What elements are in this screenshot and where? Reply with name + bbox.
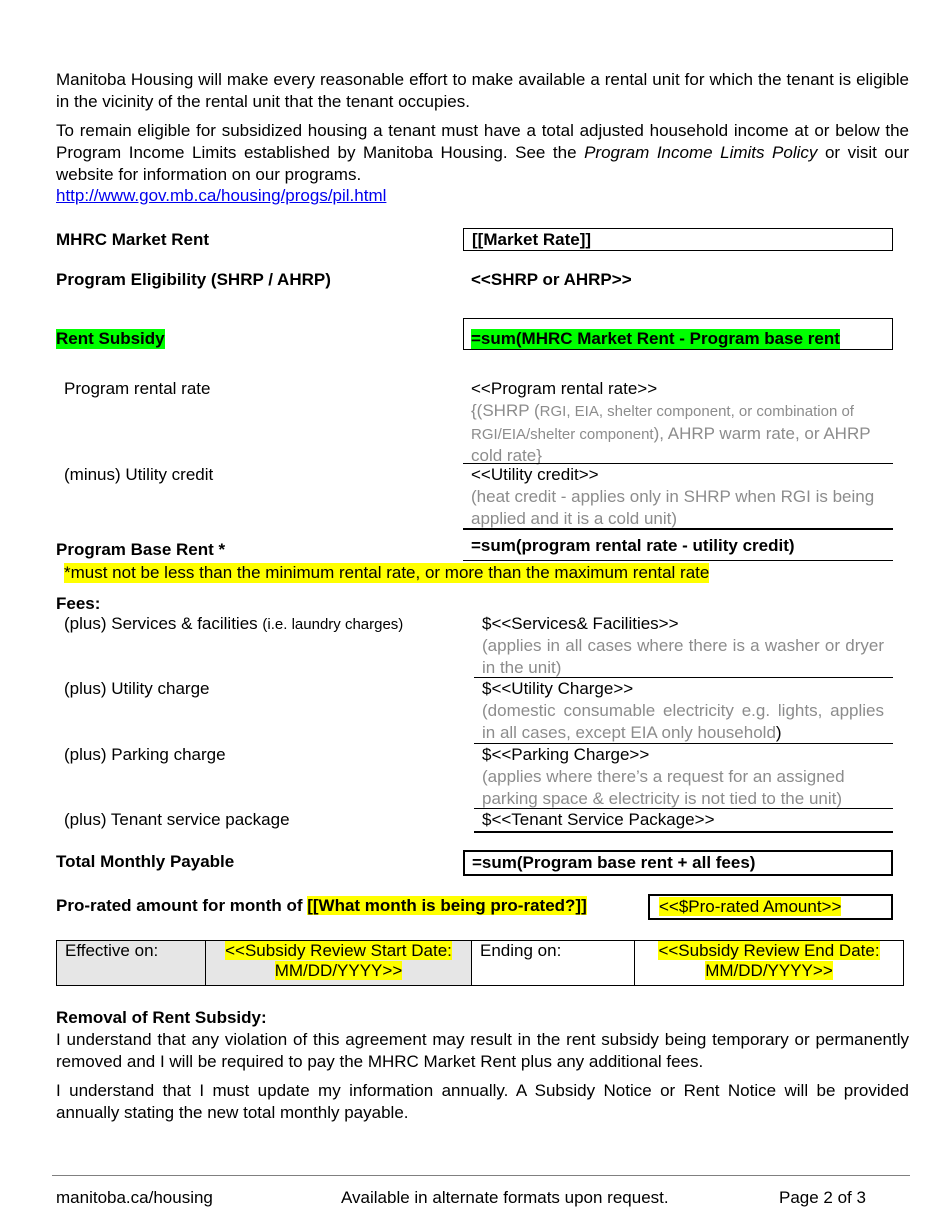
market-rent-label: MHRC Market Rent: [56, 230, 210, 249]
rental-rate-note-small: RGI, EIA, shelter component, or combination of RGI/EIA/shelter component: [471, 403, 854, 443]
effective-on-label: Effective on:: [57, 941, 206, 986]
utility-charge-note: [482, 700, 884, 744]
footer-alternate-formats: Available in alternate formats upon request.: [341, 1188, 669, 1207]
removal-paragraph-2: I understand that I must update my information annually. A Subsidy Notice or Rent Notice will be provided annually stating the new total monthly payable.: [56, 1081, 909, 1122]
base-rent-note: *must not be less than the minimum rental rate, or more than the maximum rental rate: [64, 563, 710, 582]
market-rent-field[interactable]: [[Market Rate]]: [463, 228, 893, 251]
rent-subsidy-box[interactable]: [463, 318, 893, 350]
rental-rate-label: Program rental rate: [64, 379, 211, 398]
start-date-line-1: <<Subsidy Review Start Date:: [225, 941, 452, 960]
divider: [463, 463, 893, 464]
utility-charge-label: (plus) Utility charge: [64, 679, 210, 698]
parking-charge-value[interactable]: $<<Parking Charge>>: [482, 745, 650, 764]
start-date-line-2: MM/DD/YYYY>>: [274, 961, 403, 980]
prorated-month-field[interactable]: [[What month is being pro-rated?]]: [307, 896, 587, 915]
rent-subsidy-label: Rent Subsidy: [56, 329, 165, 348]
removal-paragraph-1: I understand that any violation of this agreement may result in the rent subsidy being temporary or permanently removed and I will be required to pay the MHRC Market Rent plus any additional fees.: [56, 1030, 909, 1071]
parking-charge-label: (plus) Parking charge: [64, 745, 226, 764]
utility-credit-note: (heat credit - applies only in SHRP when RGI is being applied and it is a cold unit): [471, 487, 875, 528]
rental-rate-note: [471, 400, 881, 467]
prorated-label: [56, 896, 587, 916]
fees-heading: Fees:: [56, 594, 101, 613]
footer-page-number: Page 2 of 3: [779, 1188, 866, 1207]
utility-credit-value[interactable]: <<Utility credit>>: [471, 465, 599, 484]
start-date-field[interactable]: [206, 941, 472, 986]
tenant-service-label: (plus) Tenant service package: [64, 810, 290, 829]
eligibility-label: Program Eligibility (SHRP / AHRP): [56, 270, 331, 289]
eligibility-value[interactable]: <<SHRP or AHRP>>: [471, 270, 632, 289]
program-income-limits-link[interactable]: http://www.gov.mb.ca/housing/progs/pil.html: [56, 186, 387, 205]
divider: [463, 560, 893, 561]
divider: [474, 743, 893, 744]
footer-rule: [52, 1175, 910, 1176]
subsidy-dates-table: [56, 940, 904, 986]
utility-charge-note-end: ): [775, 723, 782, 742]
intro-paragraph-1: Manitoba Housing will make every reasonable effort to make available a rental unit for which the tenant is eligible in the vicinity of the rental unit that the tenant occupies.: [56, 70, 909, 111]
base-rent-label: Program Base Rent *: [56, 540, 226, 559]
end-date-line-1: <<Subsidy Review End Date:: [658, 941, 880, 960]
prorated-amount-box[interactable]: [648, 894, 893, 920]
intro-p2-text-b: or visit our website for information on our programs.: [56, 143, 909, 184]
ending-on-label: Ending on:: [472, 941, 635, 986]
policy-name: Program Income Limits Policy: [584, 143, 818, 162]
rent-subsidy-formula: =sum(MHRC Market Rent - Program base rent: [471, 329, 840, 348]
services-label-text: (plus) Services & facilities: [64, 614, 258, 633]
utility-charge-value[interactable]: $<<Utility Charge>>: [482, 679, 634, 698]
divider: [463, 528, 893, 530]
removal-heading: Removal of Rent Subsidy:: [56, 1008, 267, 1027]
divider: [474, 808, 893, 809]
intro-paragraph-2: [56, 120, 909, 186]
footer-website: manitoba.ca/housing: [56, 1188, 213, 1207]
utility-charge-note-text: (domestic consumable electricity e.g. lights, applies in all cases, except EIA only household: [482, 701, 884, 742]
end-date-line-2: MM/DD/YYYY>>: [705, 961, 833, 980]
intro-p2-text-a: To remain eligible for subsidized housing a tenant must have a total adjusted household income at or below the Program Income Limits established by Manitoba Housing. See the: [56, 121, 909, 162]
services-label-example: (i.e. laundry charges): [262, 616, 404, 633]
prorated-amount-value: <<$Pro-rated Amount>>: [659, 897, 842, 916]
utility-credit-label: (minus) Utility credit: [64, 465, 214, 484]
rental-rate-note-b: ), AHRP warm rate, or AHRP cold rate}: [471, 423, 871, 465]
total-payable-field[interactable]: =sum(Program base rent + all fees): [463, 850, 893, 876]
services-note: (applies in all cases where there is a washer or dryer in the unit): [482, 636, 884, 677]
base-rent-formula[interactable]: =sum(program rental rate - utility credit): [471, 536, 795, 555]
services-value[interactable]: $<<Services& Facilities>>: [482, 614, 679, 633]
divider: [474, 831, 893, 833]
prorated-label-text: Pro-rated amount for month of: [56, 896, 308, 915]
divider: [474, 677, 893, 678]
tenant-service-value[interactable]: $<<Tenant Service Package>>: [482, 810, 715, 829]
services-label: [64, 614, 403, 634]
rental-rate-value[interactable]: <<Program rental rate>>: [471, 379, 658, 398]
total-payable-label: Total Monthly Payable: [56, 852, 235, 871]
parking-charge-note: (applies where there’s a request for an assigned parking space & electricity is not tied to the unit): [482, 767, 845, 808]
end-date-field[interactable]: [635, 941, 904, 986]
rental-rate-note-a: {(SHRP (: [471, 401, 540, 420]
